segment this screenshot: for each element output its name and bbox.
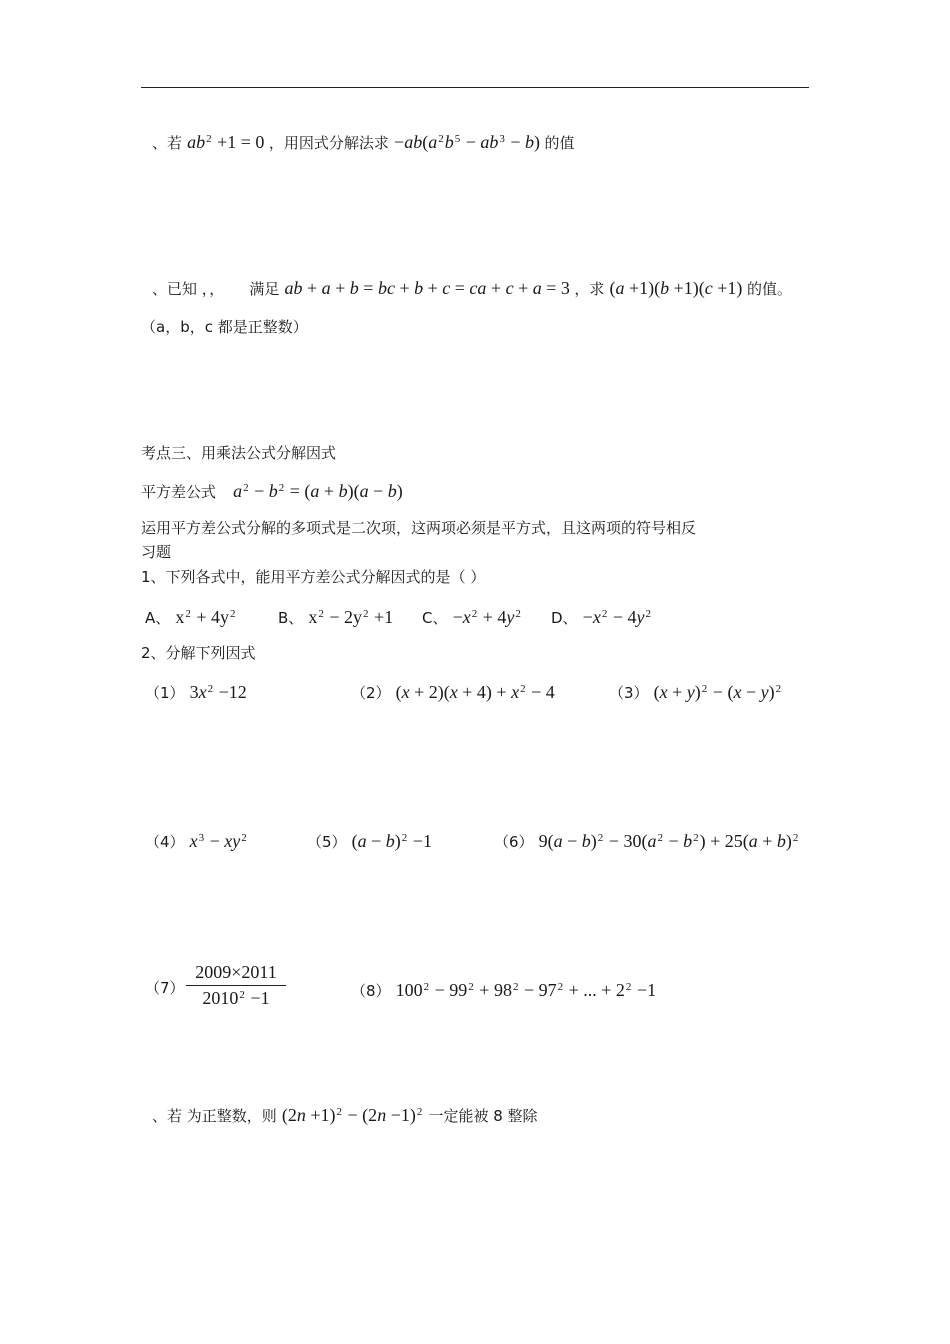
question-ab-value	[152, 128, 575, 154]
question-suffix: 的值。	[746, 280, 792, 298]
option-label: A、	[145, 609, 171, 627]
question-prefix: 、若	[152, 134, 183, 152]
condition-formula: $ab^2 +1 = 0$	[187, 132, 269, 152]
item-label: （4）	[145, 833, 185, 851]
question-prefix: 、若 为正整数，则	[152, 1107, 277, 1125]
exercise-1-stem: 1、下列各式中，能用平方差公式分解因式的是（ ）	[141, 568, 486, 586]
item-expression: $(x + y)^2 - (x - y)^2$	[653, 682, 782, 702]
target-expression: $-ab(a^2b^5 - ab^3 - b)$	[394, 132, 545, 152]
option-expression: $-x^2 - 4y^2$	[582, 607, 651, 627]
item-expression: $9(a - b)^2 - 30(a^2 - b^2) + 25(a + b)^2$	[538, 831, 799, 851]
question-abc	[152, 277, 792, 300]
item-label: （8）	[351, 982, 391, 1000]
item-label: （7）	[145, 979, 185, 997]
header-rule	[141, 87, 809, 88]
formula-line	[141, 477, 403, 503]
exercise-2-stem: 2、分解下列因式	[141, 644, 256, 662]
question-prefix: 、已知 ，，	[152, 280, 225, 298]
exercise-2-item-7-fraction	[186, 962, 286, 1009]
item-expression: $x^3 - xy^2$	[189, 831, 247, 851]
question-note: （a，b，c 都是正整数）	[141, 318, 308, 336]
exercise-2-item-7-label	[145, 977, 185, 999]
section-description: 运用平方差公式分解的多项式是二次项，这两项必须是平方式，且这两项的符号相反	[141, 519, 697, 537]
exercises-label: 习题	[141, 543, 172, 561]
exercise-2-item-6	[494, 827, 799, 853]
option-label: C、	[422, 609, 448, 627]
exercise-2-item-4	[145, 827, 248, 853]
option-expression: $x^2 + 4y^2$	[175, 607, 236, 627]
exercise-1-option-a	[145, 603, 237, 629]
question-mid2: ，求	[574, 280, 605, 298]
question-divisible	[152, 1101, 538, 1127]
item-label: （5）	[307, 833, 347, 851]
question-mid: ，用因式分解法求	[268, 134, 389, 152]
item-label: （1）	[145, 684, 185, 702]
difference-of-squares-formula: $a^2 - b^2 = (a + b)(a - b)$	[233, 481, 403, 501]
item-expression: $(x + 2)(x + 4) + x^2 - 4$	[395, 682, 555, 702]
fraction-numerator: 2009×2011	[186, 962, 286, 986]
question-mid: 满足	[249, 280, 280, 298]
item-label: （2）	[351, 684, 391, 702]
formula-label: 平方差公式	[141, 483, 217, 501]
exercise-2-item-1	[145, 678, 247, 704]
condition-formula: ab + a + b = bc + b + c = ca + c + a = 3	[284, 278, 575, 298]
section-title: 考点三、用乘法公式分解因式	[141, 444, 337, 462]
option-label: D、	[551, 609, 578, 627]
exercise-2-item-3	[609, 678, 782, 704]
target-expression: $(2n +1)^2 - (2n -1)^2$	[281, 1105, 423, 1125]
exercise-2-item-2	[351, 678, 555, 704]
exercise-1-option-b	[278, 603, 393, 629]
item-expression: $(a - b)^2 -1$	[351, 831, 432, 851]
fraction-denominator: $2010^2 -1$	[202, 988, 270, 1008]
question-suffix: 的值	[544, 134, 575, 152]
exercise-2-item-5	[307, 827, 432, 853]
item-expression: $3x^2 -12$	[189, 682, 247, 702]
item-expression: $100^2 - 99^2 + 98^2 - 97^2$ + ... + $2^2 -1$	[395, 980, 657, 1000]
option-expression: $x^2 - 2y^2 +1$	[308, 607, 394, 627]
option-label: B、	[278, 609, 304, 627]
question-suffix: 一定能被 8 整除	[428, 1107, 538, 1125]
exercise-1-option-c	[422, 603, 522, 629]
exercise-2-item-8	[351, 976, 656, 1002]
item-label: （6）	[494, 833, 534, 851]
option-expression: $-x^2 + 4y^2$	[452, 607, 521, 627]
exercise-1-option-d	[551, 603, 652, 629]
target-expression: (a +1)(b +1)(c +1)	[609, 278, 747, 298]
item-label: （3）	[609, 684, 649, 702]
